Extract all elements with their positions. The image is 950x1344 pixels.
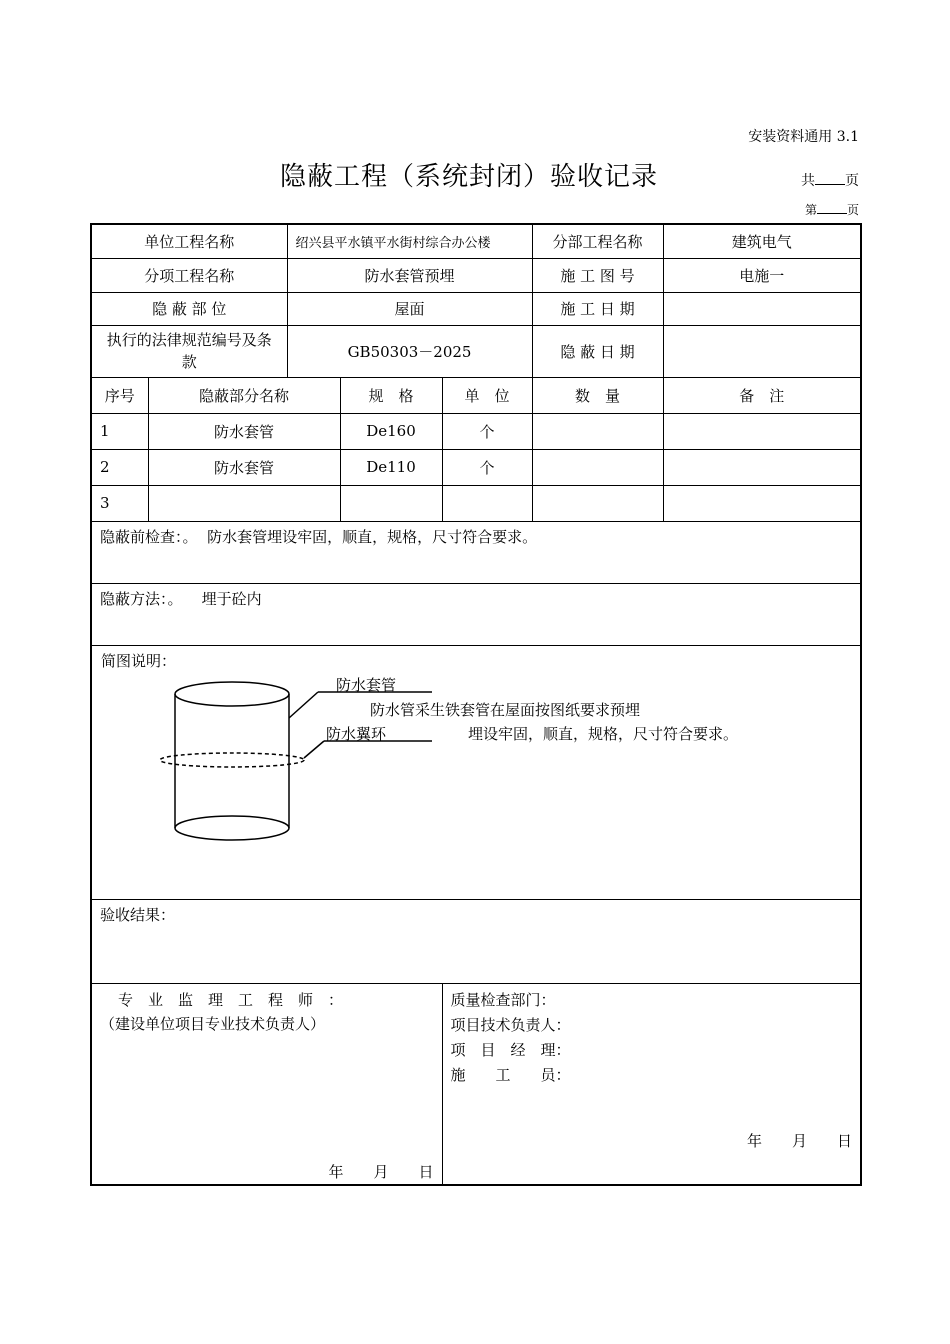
- standard-label: 执行的法律规范编号及条款: [91, 325, 287, 377]
- result-cell: [91, 899, 861, 983]
- table-row: [91, 485, 861, 521]
- current-page: [805, 201, 859, 218]
- qc-dept-label: 质量检查部门：: [450, 990, 556, 1009]
- row-remark: [663, 449, 861, 485]
- table-row: [91, 449, 861, 485]
- acceptance-form: [90, 223, 862, 1186]
- sketch-desc-line2: 埋设牢固，顺直，规格，尺寸符合要求。: [468, 724, 739, 743]
- hidden-date-value: [663, 325, 861, 377]
- col-header-spec: 规 格: [340, 377, 442, 413]
- supervisor-date: 年 月 日: [328, 1162, 434, 1181]
- col-header-name: 隐蔽部分名称: [148, 377, 340, 413]
- sketch-cell: [91, 645, 861, 899]
- total-pages-pre: 共: [801, 173, 815, 189]
- row-spec: [340, 485, 442, 521]
- row-remark: [663, 485, 861, 521]
- supervisor-sign-area: [92, 984, 442, 1184]
- total-pages-blank: [815, 174, 845, 185]
- page-title: 隐蔽工程（系统封闭）验收记录: [279, 162, 658, 192]
- pre-check-label: 隐蔽前检查：。: [100, 527, 198, 546]
- row-unit: 个: [442, 413, 532, 449]
- row-no: 1: [91, 413, 148, 449]
- hidden-part-value: 屋面: [287, 292, 532, 325]
- construction-date-value: [663, 292, 861, 325]
- supervisor-label: 专 业 监 理 工 程 师 ：: [118, 990, 344, 1009]
- hidden-date-label: 隐 蔽 日 期: [532, 325, 663, 377]
- project-manager-label: 项 目 经 理：: [450, 1040, 571, 1059]
- row-no: 2: [91, 449, 148, 485]
- drawing-no-value: 电施一: [663, 258, 861, 292]
- row-no: 3: [91, 485, 148, 521]
- total-pages-post: 页: [845, 173, 859, 189]
- subitem-label: 分项工程名称: [91, 258, 287, 292]
- pipe-sleeve-sketch: [92, 646, 858, 898]
- current-page-blank: [817, 203, 847, 214]
- row-spec: De160: [340, 413, 442, 449]
- row-qty: [532, 413, 663, 449]
- callout-sleeve: 防水套管: [336, 675, 397, 694]
- table-row: [91, 413, 861, 449]
- row-unit: [442, 485, 532, 521]
- col-header-qty: 数 量: [532, 377, 663, 413]
- contractor-sign-area: [443, 984, 861, 1184]
- method-label: 隐蔽方法：。: [100, 589, 183, 608]
- method-text: 埋于砼内: [201, 589, 262, 608]
- row-name: 防水套管: [148, 413, 340, 449]
- row-unit: 个: [442, 449, 532, 485]
- hidden-part-label: 隐 蔽 部 位: [91, 292, 287, 325]
- pre-check-text: 防水套管埋设牢固，顺直，规格，尺寸符合要求。: [207, 527, 538, 546]
- col-header-remark: 备 注: [663, 377, 861, 413]
- total-pages: [801, 170, 859, 190]
- result-label: 验收结果：: [100, 905, 176, 924]
- current-page-post: 页: [846, 203, 859, 217]
- row-name: [148, 485, 340, 521]
- row-qty: [532, 485, 663, 521]
- method-cell: [91, 583, 861, 645]
- sketch-area: [92, 646, 860, 898]
- supervisor-sign-cell: [91, 983, 442, 1185]
- col-header-unit: 单 位: [442, 377, 532, 413]
- contractor-sign-cell: [442, 983, 861, 1185]
- row-name: 防水套管: [148, 449, 340, 485]
- current-page-pre: 第: [804, 203, 817, 217]
- constructor-label: 施 工 员：: [450, 1065, 571, 1084]
- subitem-value: 防水套管预埋: [287, 258, 532, 292]
- division-value: 建筑电气: [663, 224, 861, 258]
- contractor-date: 年 月 日: [747, 1131, 853, 1150]
- unit-project-label: 单位工程名称: [91, 224, 287, 258]
- pre-check-cell: [91, 521, 861, 583]
- callout-wing-ring: 防水翼环: [326, 724, 387, 743]
- sketch-label: 简图说明：: [101, 651, 177, 670]
- sketch-desc-line1: 防水管采生铁套管在屋面按图纸要求预埋: [370, 700, 641, 719]
- unit-project-value: 绍兴县平水镇平水街村综合办公楼: [287, 224, 532, 258]
- construction-date-label: 施 工 日 期: [532, 292, 663, 325]
- standard-value: GB50303－2025: [287, 325, 532, 377]
- col-header-no: 序号: [91, 377, 148, 413]
- owner-tech-lead-label: （建设单位项目专业技术负责人）: [100, 1014, 326, 1033]
- drawing-no-label: 施 工 图 号: [532, 258, 663, 292]
- row-qty: [532, 449, 663, 485]
- document-code: 安装资料通用 3.1: [748, 129, 859, 145]
- project-tech-lead-label: 项目技术负责人：: [450, 1015, 571, 1034]
- division-label: 分部工程名称: [532, 224, 663, 258]
- items-header-row: [91, 377, 861, 413]
- row-spec: De110: [340, 449, 442, 485]
- row-remark: [663, 413, 861, 449]
